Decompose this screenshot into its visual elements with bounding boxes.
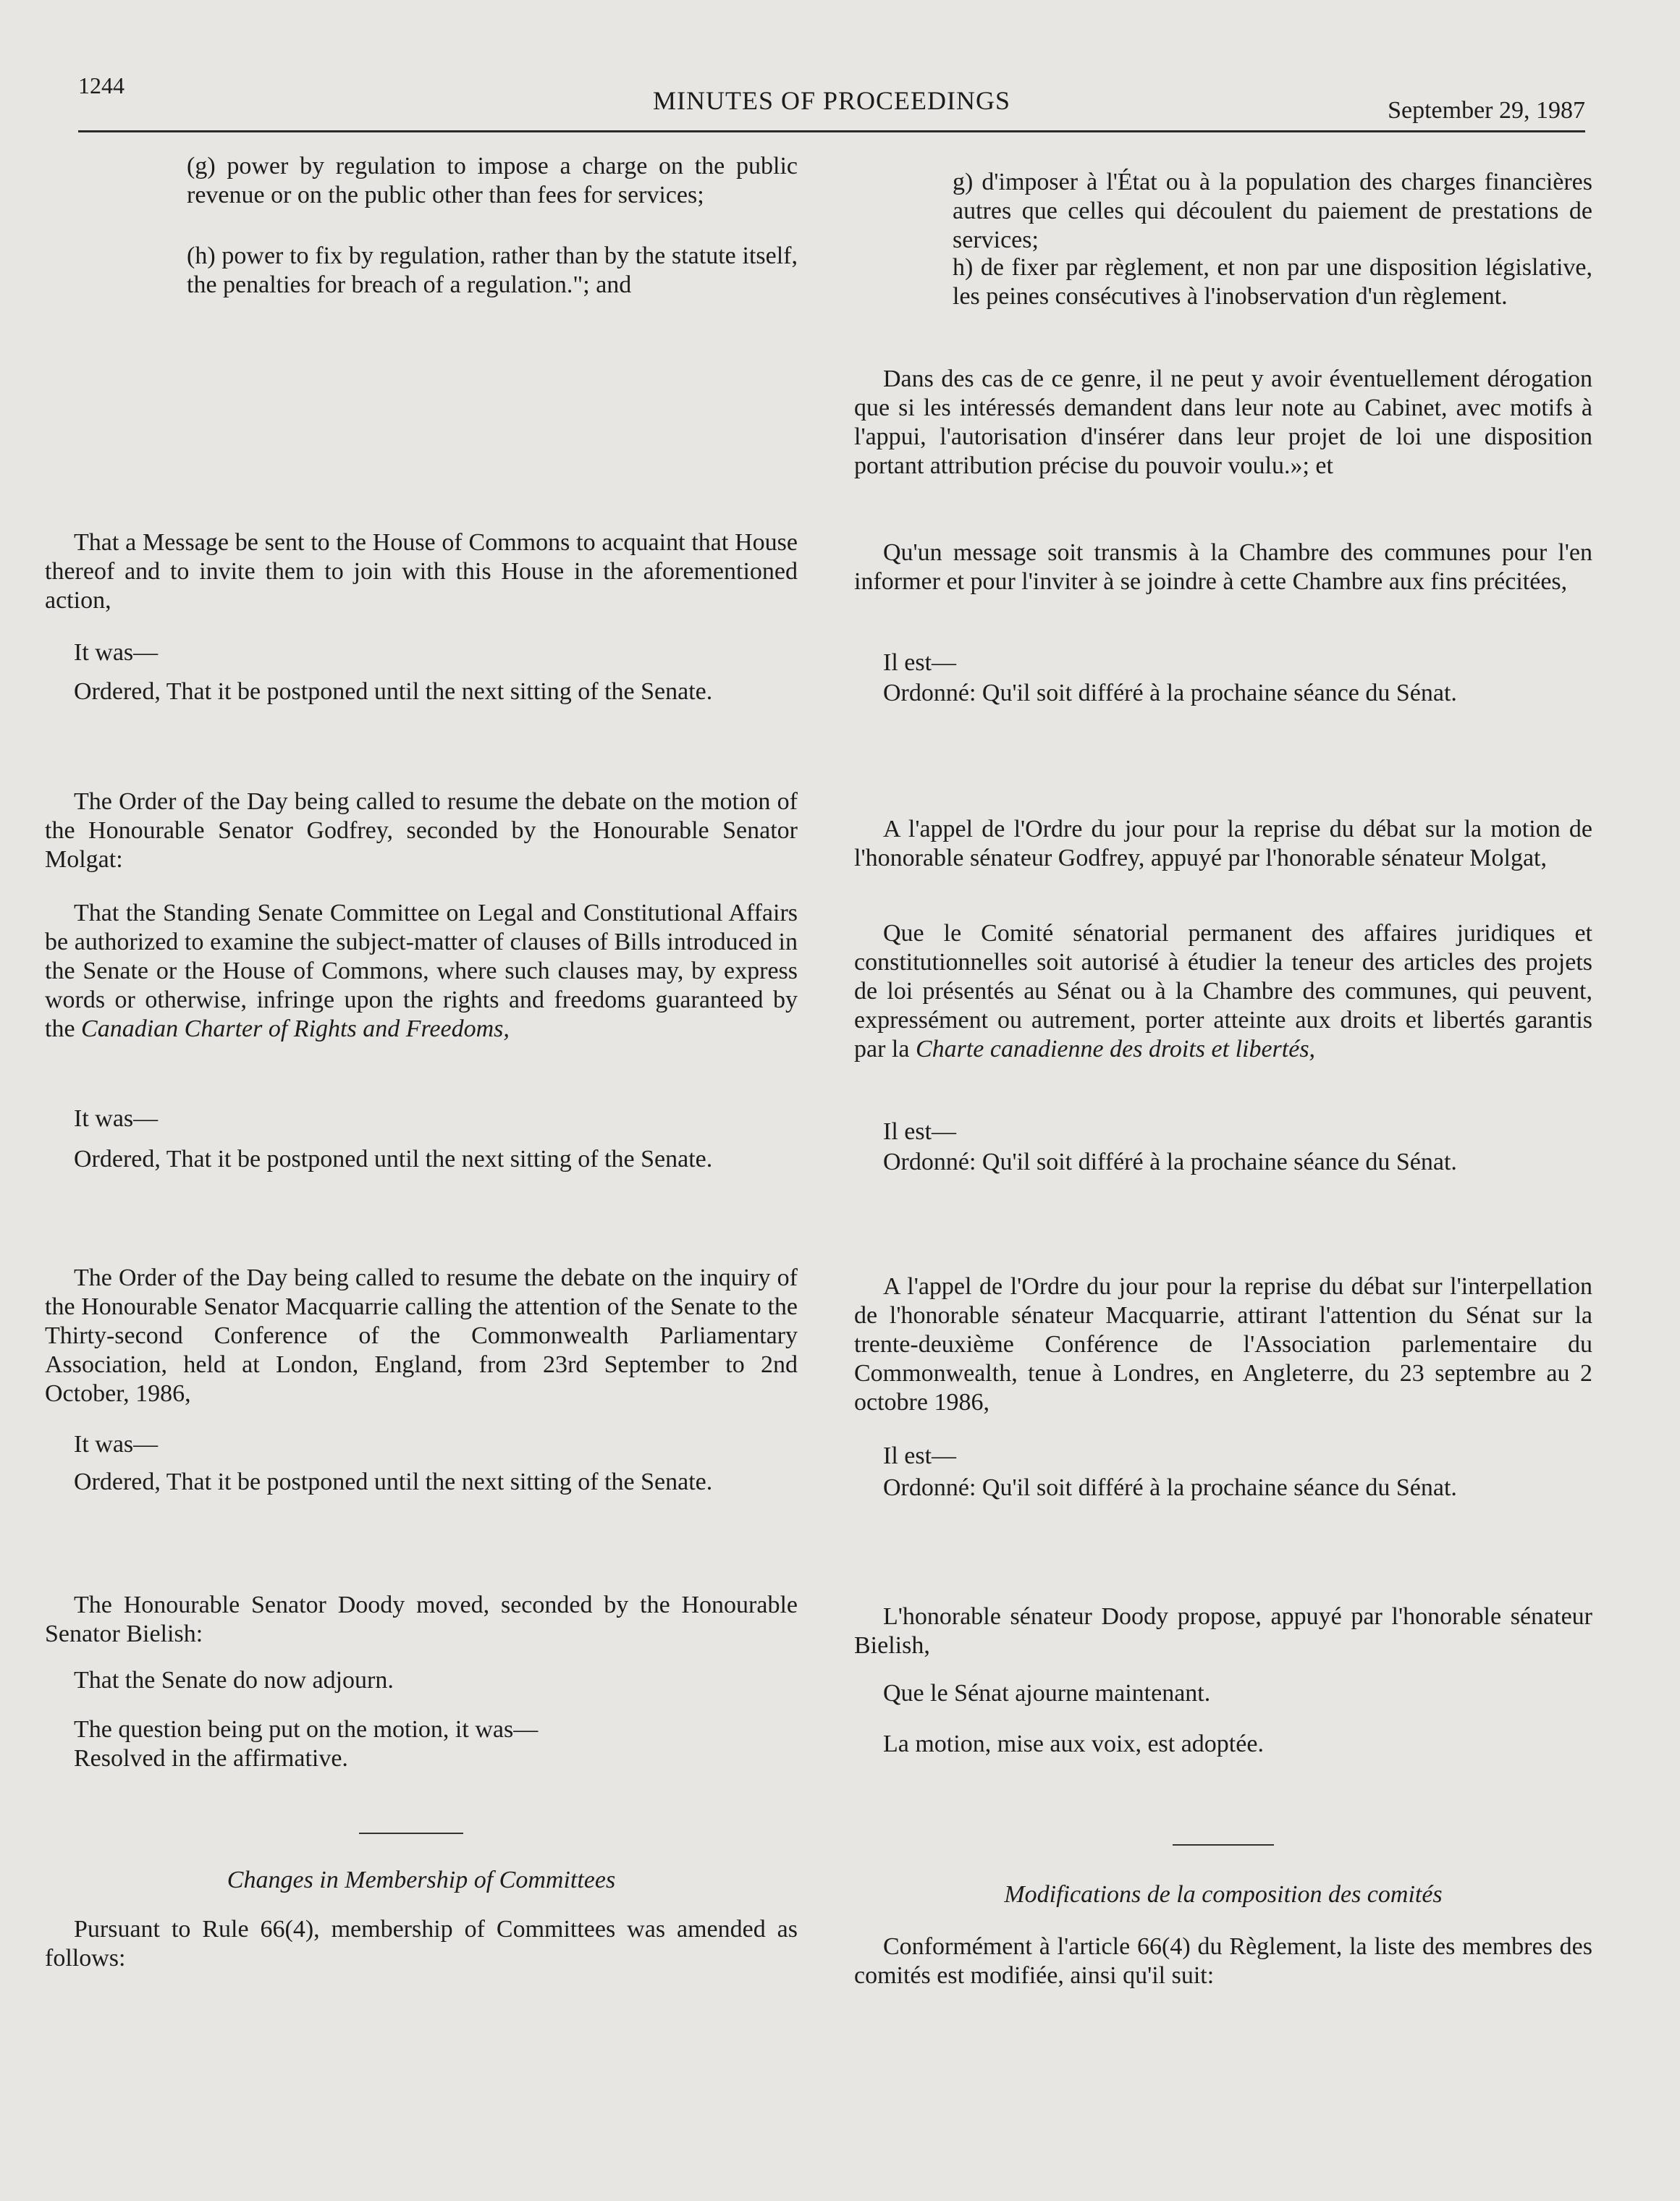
- charter-title: Canadian Charter of Rights and Freedoms,: [81, 1015, 510, 1042]
- message-paragraph: That a Message be sent to the House of Commons to acquaint that House thereof and to invite them to join with this House in the aforementioned action,: [45, 529, 798, 614]
- section-divider: [359, 1833, 463, 1834]
- conformement-paragraph: Conformément à l'article 66(4) du Règlement, la liste des membres des comités est modifiée, ainsi qu'il suit:: [854, 1933, 1592, 1989]
- order-of-day-macquarrie: The Order of the Day being called to resume the debate on the inquiry of the Honourable Senator Macquarrie calling the attention of the Senate to the Thirty-second Conference of the Commonwealth Parliamentary Association, held at London, England, from 23rd September to 2nd October, 1986,: [45, 1264, 798, 1407]
- ordered-paragraph: Ordered, That it be postponed until the next sitting of the Senate.: [74, 1146, 713, 1173]
- order-of-day-godfrey: The Order of the Day being called to resume the debate on the motion of the Honourable Senator Godfrey, seconded by the Honourable Senator Molgat:: [45, 788, 798, 873]
- appel-godfrey: A l'appel de l'Ordre du jour pour la reprise du débat sur la motion de l'honorable sénateur Godfrey, appuyé par l'honorable sénateur Molgat,: [854, 816, 1592, 871]
- motion-text: That the Standing Senate Committee on Legal and Constitutional Affairs be authorized to examine the subject-matter of clauses of Bills introduced in the Senate or the House of Commons, where such clauses may, by express words or otherwise, infringe upon the rights and freedoms guaranteed by the: [45, 900, 798, 1042]
- clause-h: (h) power to fix by regulation, rather than by the statute itself, the penalties for breach of a regulation."; and: [187, 242, 798, 298]
- ajourne-motion: Que le Sénat ajourne maintenant.: [883, 1680, 1211, 1707]
- motion-text: Que le Comité sénatorial permanent des affaires juridiques et constitutionnelles soit autorisé à étudier la teneur des articles des projets de loi présentés au Sénat ou à la Chambre des communes, qui peuvent, expressément ou autrement, porter atteinte aux droits et libertés garantis par la: [854, 920, 1592, 1063]
- clause-g: g) d'imposer à l'État ou à la population des charges financières autres que celles qui découlent du paiement de prestations de services;: [953, 169, 1592, 253]
- doody-motion: The Honourable Senator Doody moved, seconded by the Honourable Senator Bielish:: [45, 1592, 798, 1647]
- ordered-paragraph: Ordered, That it be postponed until the next sitting of the Senate.: [74, 1469, 713, 1495]
- it-was: It was—: [74, 1105, 159, 1132]
- ordonne-paragraph: Ordonné: Qu'il soit différé à la prochaine séance du Sénat.: [883, 1149, 1457, 1175]
- section-divider: [1173, 1844, 1274, 1846]
- page-header: [78, 67, 1585, 132]
- ordonne-paragraph: Ordonné: Qu'il soit différé à la prochaine séance du Sénat.: [883, 680, 1457, 706]
- resolved: Resolved in the affirmative.: [74, 1745, 348, 1772]
- running-title: MINUTES OF PROCEEDINGS: [652, 86, 1011, 115]
- section-heading: Changes in Membership of Committees: [227, 1867, 616, 1893]
- message-paragraph: Qu'un message soit transmis à la Chambre des communes pour l'en informer et pour l'inviter à se joindre à cette Chambre aux fins précitées,: [854, 539, 1592, 595]
- clause-h: h) de fixer par règlement, et non par une disposition législative, les peines consécutives à l'inobservation d'un règlement.: [953, 254, 1592, 310]
- clause-g: (g) power by regulation to impose a charge on the public revenue or on the public other than fees for services;: [187, 153, 798, 208]
- adjourn-motion: That the Senate do now adjourn.: [74, 1667, 394, 1694]
- charter-title: Charte canadienne des droits et libertés,: [915, 1036, 1316, 1063]
- doody-motion: L'honorable sénateur Doody propose, appuyé par l'honorable sénateur Bielish,: [854, 1603, 1592, 1659]
- comite-motion: [854, 919, 1592, 1064]
- pursuant-paragraph: Pursuant to Rule 66(4), membership of Committees was amended as follows:: [45, 1916, 798, 1972]
- il-est: Il est—: [883, 1442, 957, 1469]
- page-number: 1244: [78, 72, 124, 98]
- appel-macquarrie: A l'appel de l'Ordre du jour pour la reprise du débat sur l'interpellation de l'honorable sénateur Macquarrie, attirant l'attention du Sénat sur la trente-deuxième Conférence de l'Association parlementaire du Commonwealth, tenue à Londres, en Angleterre, du 23 septembre au 2 octobre 1986,: [854, 1273, 1592, 1416]
- it-was: It was—: [74, 1431, 159, 1458]
- ordonne-paragraph: Ordonné: Qu'il soit différé à la prochaine séance du Sénat.: [883, 1474, 1457, 1501]
- standing-committee-motion: [45, 899, 798, 1044]
- il-est: Il est—: [883, 649, 957, 676]
- section-heading: Modifications de la composition des comités: [1004, 1881, 1443, 1908]
- ordered-paragraph: Ordered, That it be postponed until the next sitting of the Senate.: [74, 678, 713, 705]
- il-est: Il est—: [883, 1118, 957, 1145]
- it-was: It was—: [74, 639, 159, 666]
- question-put: The question being put on the motion, it was—: [74, 1716, 539, 1743]
- motion-adoptee: La motion, mise aux voix, est adoptée.: [883, 1731, 1264, 1757]
- dans-paragraph: Dans des cas de ce genre, il ne peut y avoir éventuellement dérogation que si les intéressés demandent dans leur note au Cabinet, avec motifs à l'appui, l'autorisation d'insérer dans leur projet de loi une disposition portant attribution précise du pouvoir voulu.»; et: [854, 366, 1592, 479]
- header-date: September 29, 1987: [1388, 97, 1585, 124]
